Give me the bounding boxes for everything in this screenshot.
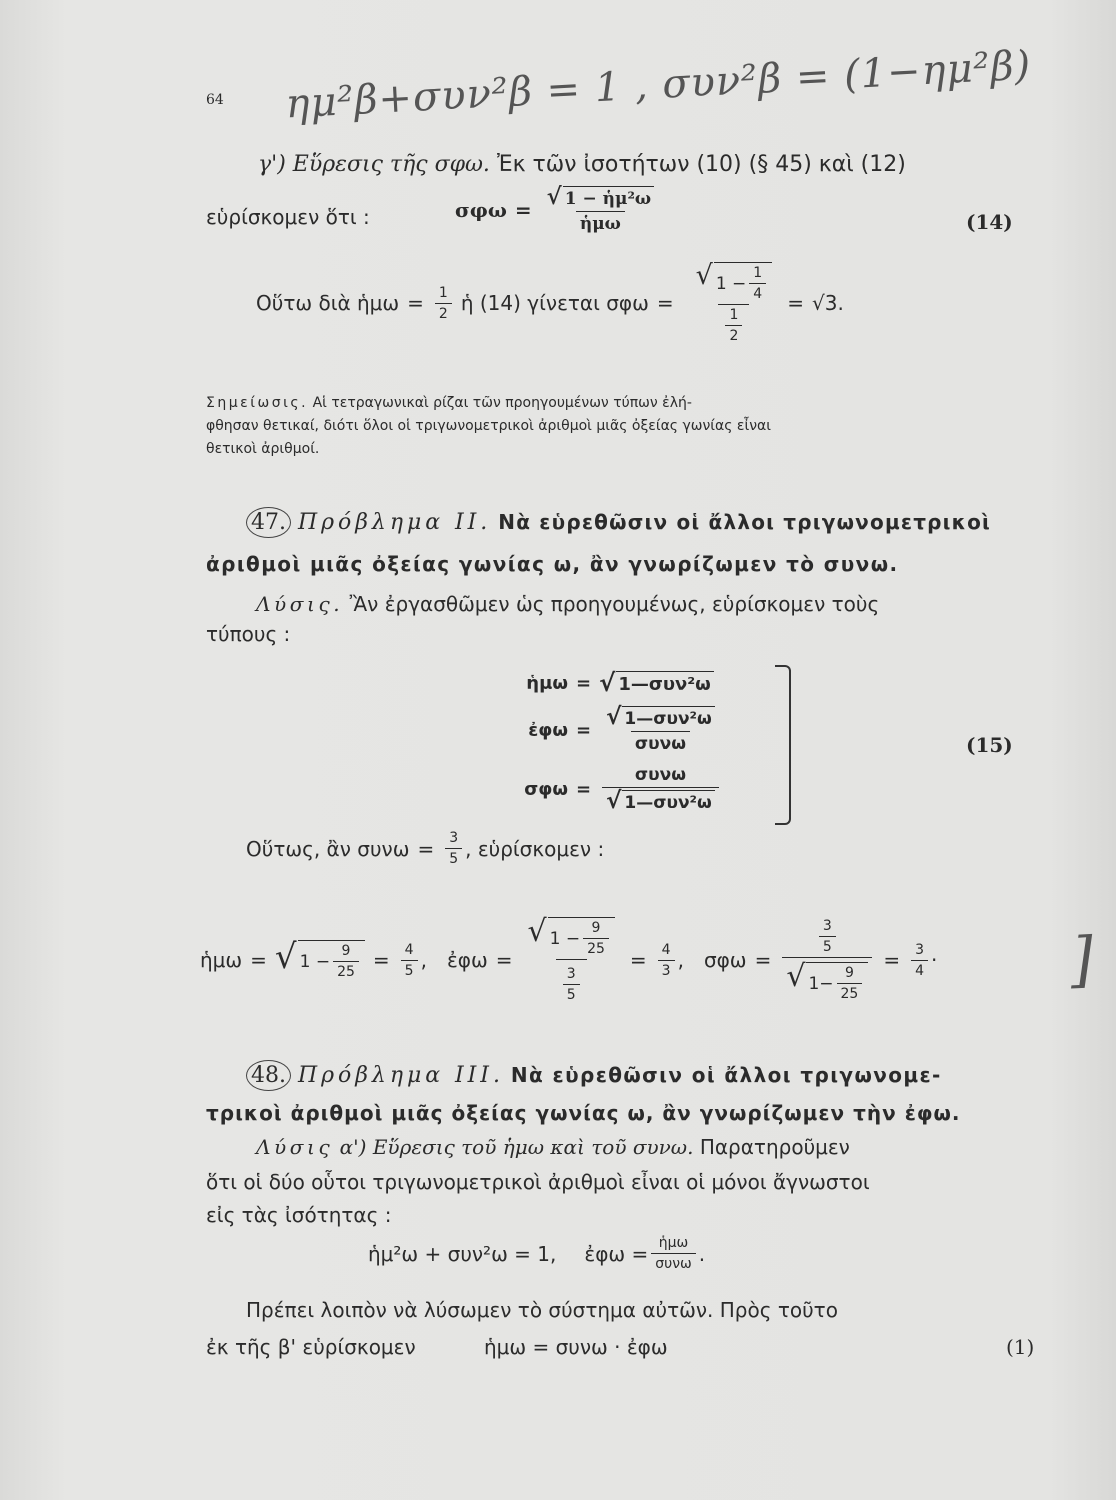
- system-r2-den: συνω: [631, 731, 690, 754]
- problem3-title2: τρικοὶ ἀριθμοὶ μιᾶς ὀξείας γωνίας ω, ἂν γνωρίζωμεν τὴν ἐφω.: [206, 1101, 961, 1125]
- problem3-solution-label: Λύσις: [256, 1135, 334, 1159]
- res-h-one: 1 −: [299, 951, 331, 972]
- formula-14-den: ἡμω: [576, 211, 625, 234]
- formula-14: σφω = √ 1 − ἡμ²ω ἡμω: [455, 186, 661, 234]
- formula-14-sqrt: 1 − ἡμ²ω: [563, 186, 654, 209]
- example2-suffix: , εὑρίσκομεν :: [465, 836, 605, 861]
- example2-den: 5: [445, 848, 462, 867]
- system-l1: ἡμω: [526, 672, 568, 694]
- problem3-solution-head: α') Εὕρεσις τοῦ ἡμω καὶ τοῦ συνω.: [339, 1135, 694, 1159]
- system-15: ἡμω = √ 1—συν²ω ἐφω = √ 1—συν²ω συνω σφω = συνω √ 1—συν²ω: [508, 665, 722, 819]
- res-s-rn: 3: [915, 941, 925, 958]
- problem3-solution: [256, 1135, 850, 1159]
- problem3-label: Πρόβλημα III.: [298, 1063, 504, 1088]
- problem3-text2: ὅτι οἱ δύο οὗτοι τριγωνομετρικοὶ ἀριθμοὶ εἶναι οἱ μόνοι ἄγνωστοι: [206, 1170, 870, 1194]
- note-line2: φθησαν θετικαί, διότι ὅλοι οἱ τριγωνομετρικοὶ ἀριθμοὶ μιᾶς ὀξείας γωνίας εἶναι: [206, 418, 772, 434]
- problem3-heading: [246, 1060, 942, 1091]
- example1-half-den: 2: [435, 303, 452, 322]
- example2: Οὕτως, ἂν συνω = $\frac{3}{5}$ , εὑρίσκομεν :: [246, 830, 605, 867]
- page-number: 64: [206, 92, 224, 108]
- problem2-number: 47.: [246, 507, 291, 538]
- problem3-eq-num: ἡμω: [658, 1235, 689, 1251]
- problem3-text4: Πρέπει λοιπὸν νὰ λύσωμεν τὸ σύστημα αὐτῶν. Πρὸς τοῦτο: [246, 1298, 838, 1322]
- note-line1: Αἱ τετραγωνικαὶ ρίζαι τῶν προηγουμένων τύπων ἐλή-: [312, 395, 692, 411]
- res-e-one: 1 −: [549, 928, 581, 949]
- res-e-rn: 4: [661, 941, 671, 958]
- res-h-label: ἡμω: [200, 948, 243, 972]
- system-r3-num: συνω: [634, 765, 686, 785]
- system-r1: 1—συν²ω: [616, 671, 714, 695]
- problem3-equations: ἡμ²ω + συν²ω = 1, ἐφω = $\frac{\text{ἡμω}}{\text{συνω}}$ .: [368, 1235, 706, 1272]
- example1-result: √3.: [811, 291, 844, 315]
- example1-quarter-den: 4: [749, 283, 766, 302]
- example1-den-num: 1: [729, 307, 739, 323]
- problem3-eq-den: συνω: [651, 1253, 696, 1272]
- problem2-title2: ἀριθμοὶ μιᾶς ὀξείας γωνίας ω, ἂν γνωρίζωμεν τὸ συνω.: [206, 552, 899, 576]
- system-r2-num: 1—συν²ω: [622, 706, 714, 729]
- res-s-rd: 4: [911, 960, 928, 979]
- problem3-eq2: ἡμω = συνω · ἐφω: [484, 1335, 668, 1359]
- system-brace: [775, 665, 791, 825]
- problem3-text3: εἰς τὰς ἰσότητας :: [206, 1203, 392, 1227]
- handwritten-note: ημ²β+συν²β = 1 , συν²β = (1−ημ²β): [284, 42, 1033, 128]
- res-e-dn: 3: [566, 966, 576, 982]
- system-tag: (15): [966, 733, 1013, 757]
- example1-mid: ἡ (14) γίνεται σφω: [460, 291, 649, 315]
- res-h-rd: 5: [401, 960, 418, 979]
- gamma-line: [258, 152, 906, 177]
- problem2-label: Πρόβλημα II.: [298, 510, 492, 535]
- note: [206, 392, 771, 461]
- system-r3-den: 1—συν²ω: [622, 790, 714, 813]
- res-s-nn: 3: [822, 918, 832, 934]
- res-e-d: 25: [583, 938, 609, 957]
- res-e-label: ἐφω: [446, 948, 488, 972]
- system-l3: σφω: [524, 778, 568, 800]
- res-e-n: 9: [591, 920, 601, 936]
- example1-prefix: Οὕτω διὰ ἡμω: [256, 291, 400, 315]
- problem3-number: 48.: [246, 1060, 291, 1091]
- problem3-eq-left: ἡμ²ω + συν²ω = 1,: [368, 1241, 557, 1266]
- res-e-rd: 3: [658, 960, 675, 979]
- res-e-dd: 5: [563, 984, 580, 1003]
- formula-14-lhs: σφω: [455, 198, 507, 222]
- problem3-text1: Παρατηροῦμεν: [699, 1135, 850, 1159]
- handwritten-bracket: ]: [1068, 924, 1097, 996]
- example1-half-num: 1: [438, 284, 448, 301]
- res-s-nd: 5: [819, 936, 836, 955]
- example1-den-den: 2: [725, 325, 742, 344]
- example1-sqrt-one: 1 −: [715, 273, 747, 294]
- res-s-one: 1−: [808, 973, 834, 994]
- problem2-solution-text1: Ἂν ἐργασθῶμεν ὡς προηγουμένως, εὑρίσκομεν τοὺς: [349, 592, 880, 616]
- problem2-heading: [246, 507, 991, 538]
- res-h-rn: 4: [404, 941, 414, 958]
- gamma-text1: Ἐκ τῶν ἰσοτήτων (10) (§ 45) καὶ (12): [496, 152, 906, 177]
- system-l2: ἐφω: [528, 719, 568, 741]
- problem2-solution-text2: τύπους :: [206, 622, 291, 646]
- problem2-title1: Νὰ εὑρεθῶσιν οἱ ἄλλοι τριγωνομετρικοὶ: [498, 510, 992, 534]
- problem2-solution-label: Λύσις.: [256, 592, 344, 616]
- example2-prefix: Οὕτως, ἂν συνω: [246, 836, 410, 861]
- example1: Οὕτω διὰ ἡμω = $\frac{1}{2}$ ἡ (14) γίνεται σφω = √ 1 − $\frac{1}{4}$ $\frac{1}{2}$ = √3.: [256, 260, 844, 344]
- example1-quarter-num: 1: [753, 265, 763, 281]
- gamma-text2: εὑρίσκομεν ὅτι :: [206, 205, 370, 229]
- res-s-n: 9: [844, 965, 854, 981]
- res-s-d: 25: [837, 983, 863, 1002]
- res-h-d: 25: [333, 961, 359, 980]
- note-line3: θετικοὶ ἀριθμοί.: [206, 441, 320, 457]
- problem3-text5: ἐκ τῆς β' εὑρίσκομεν: [206, 1335, 416, 1359]
- res-h-n: 9: [341, 943, 351, 959]
- res-s-label: σφω: [703, 948, 747, 972]
- problem3-title1: Νὰ εὑρεθῶσιν οἱ ἄλλοι τριγωνομε-: [510, 1063, 942, 1087]
- note-label: Σημείωσις.: [206, 395, 309, 411]
- gamma-heading: γ') Εὕρεσις τῆς σφω.: [258, 152, 490, 177]
- formula-14-tag: (14): [966, 210, 1013, 234]
- results2: ἡμω = √ 1 − $\frac{9}{25}$ = $\frac{4}{5}$ , ἐφω = √ 1 − $\frac{9}{25}$ $\frac{3}{5}$ = $\frac{4}{3}$ , σφω = $\frac{3}{5}$ √ 1− $\frac{9}{25}$ = $\frac{3}{4}$ ·: [200, 914, 938, 1003]
- problem3-eq-mid: ἐφω =: [584, 1241, 649, 1266]
- problem3-eq2-tag: (1): [1006, 1335, 1035, 1359]
- problem2-solution: [256, 592, 879, 616]
- example2-num: 3: [449, 830, 459, 846]
